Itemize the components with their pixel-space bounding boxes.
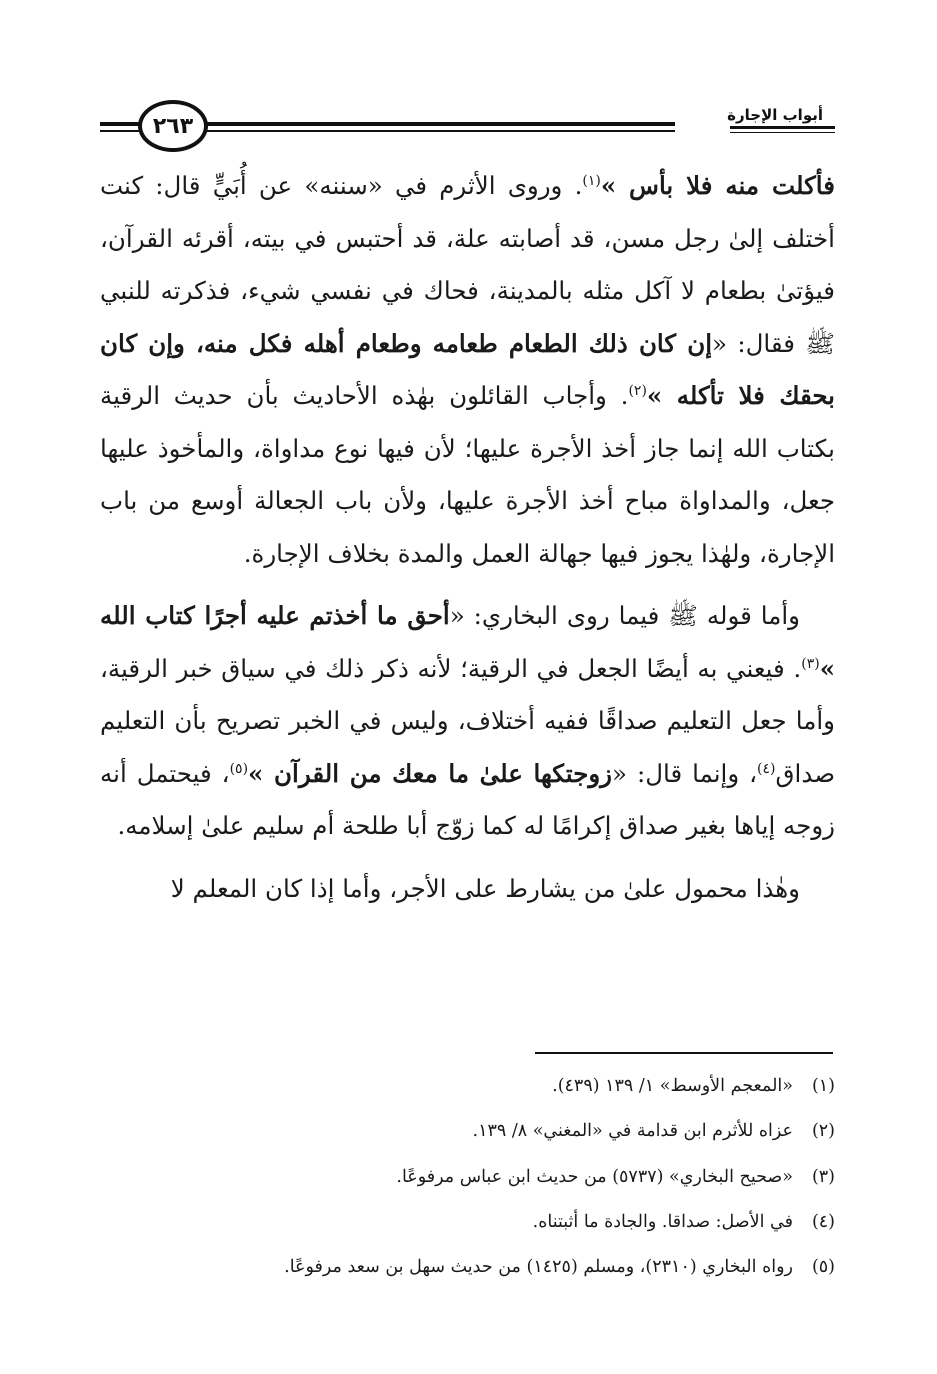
footnote-ref-3: (٣) [801, 655, 820, 672]
footnote-item [100, 1109, 835, 1154]
footnote-number: (٢) [811, 1121, 835, 1142]
header-rule [100, 122, 140, 126]
footnote-ref-2: (٢) [628, 382, 647, 399]
footnotes [100, 1064, 835, 1290]
hadith-quote: فأكلت منه فلا بأس » [600, 171, 835, 200]
paragraph-text: وهٰذا محمول علىٰ من يشارط على الأجر، وأما إذا كان المعلم لا [170, 873, 800, 903]
footnote-ref-4: (٤) [757, 760, 776, 777]
header-rule [205, 130, 675, 132]
paragraph-text: . فيعني به أيضًا الجعل في الرقية؛ لأنه ذكر ذلك في سياق خبر الرقية، وأما جعل التعليم صداقًا ففيه أختلاف، وليس في الخبر تصريح بأن التعليم صداق [100, 653, 835, 788]
page-header [100, 96, 835, 156]
footnote-text: «صحيح البخاري» (٥٧٣٧) من حديث ابن عباس مرفوعًا. [396, 1166, 793, 1187]
footnote-item [100, 1200, 835, 1245]
paragraph-1 [100, 160, 835, 580]
footnote-separator [535, 1052, 833, 1054]
chapter-title: أبواب الإجارة [723, 106, 827, 124]
footnote-number: (٣) [811, 1166, 835, 1187]
footnote-number: (٥) [811, 1257, 835, 1278]
footnote-item [100, 1064, 835, 1109]
main-text [100, 160, 835, 915]
footnote-text: «المعجم الأوسط» ١/ ١٣٩ (٤٣٩). [552, 1076, 793, 1096]
paragraph-text: ، فيحتمل أنه زوجه إياها بغير صداق إكرامًا له كما زوّج أبا طلحة أم سليم علىٰ إسلامه. [100, 758, 835, 840]
paragraph-text: ، وإنما قال: « [612, 758, 758, 788]
footnote-item [100, 1155, 835, 1200]
hadith-quote: إن كان ذلك الطعام طعامه وطعام أهله فكل منه، وإن كان بحقك فلا تأكله » [100, 328, 835, 410]
header-rule [730, 132, 835, 133]
footnote-number: (١) [811, 1076, 835, 1096]
hadith-quote: زوجتكها علىٰ ما معك من القرآن » [248, 758, 613, 788]
footnote-text: عزاه للأثرم ابن قدامة في «المغني» ٨/ ١٣٩. [472, 1121, 793, 1142]
paragraph-text: . وروى الأثرم في «سننه» عن أُبَيٍّ قال: كنت أختلف إلىٰ رجل مسن، قد أصابته علة، قد أحتبس في بيته، أقرئه القرآن، فيؤتىٰ بطعام لا آكل مثله بالمدينة، فحاك في نفسي شيء، فذكرته للنبي ﷺ فقال: « [100, 171, 835, 358]
paragraph-text: وأما قوله ﷺ فيما روى البخاري: « [449, 601, 800, 630]
page-number-badge [138, 100, 208, 152]
footnote-text: رواه البخاري (٢٣١٠)، ومسلم (١٤٢٥) من حديث سهل بن سعد مرفوعًا. [284, 1257, 793, 1278]
footnote-ref-1: (١) [582, 172, 601, 189]
footnote-ref-5: (٥) [229, 760, 249, 777]
header-rule [100, 130, 140, 132]
header-rule [205, 122, 675, 126]
footnote-text: في الأصل: صداقا. والجادة ما أثبتناه. [532, 1211, 793, 1232]
footnote-number: (٤) [811, 1211, 835, 1232]
paragraph-3 [100, 863, 835, 916]
paragraph-text: . وأجاب القائلون بهٰذه الأحاديث بأن حديث الرقية بكتاب الله إنما جاز أخذ الأجرة عليها؛ لأن فيها نوع مداواة، والمأخوذ عليها جعل، والمداواة مباح أخذ الأجرة عليها، ولأن باب الجعالة أوسع من باب الإجارة، ولهٰذا يجوز فيها جهالة العمل والمدة بخلاف الإجارة. [100, 381, 835, 568]
paragraph-2 [100, 590, 835, 853]
footnote-item [100, 1245, 835, 1290]
hadith-quote: أحق ما أخذتم عليه أجرًا كتاب الله » [100, 601, 835, 683]
header-rule [730, 126, 835, 129]
page-number: ٢٦٣ [152, 113, 194, 139]
